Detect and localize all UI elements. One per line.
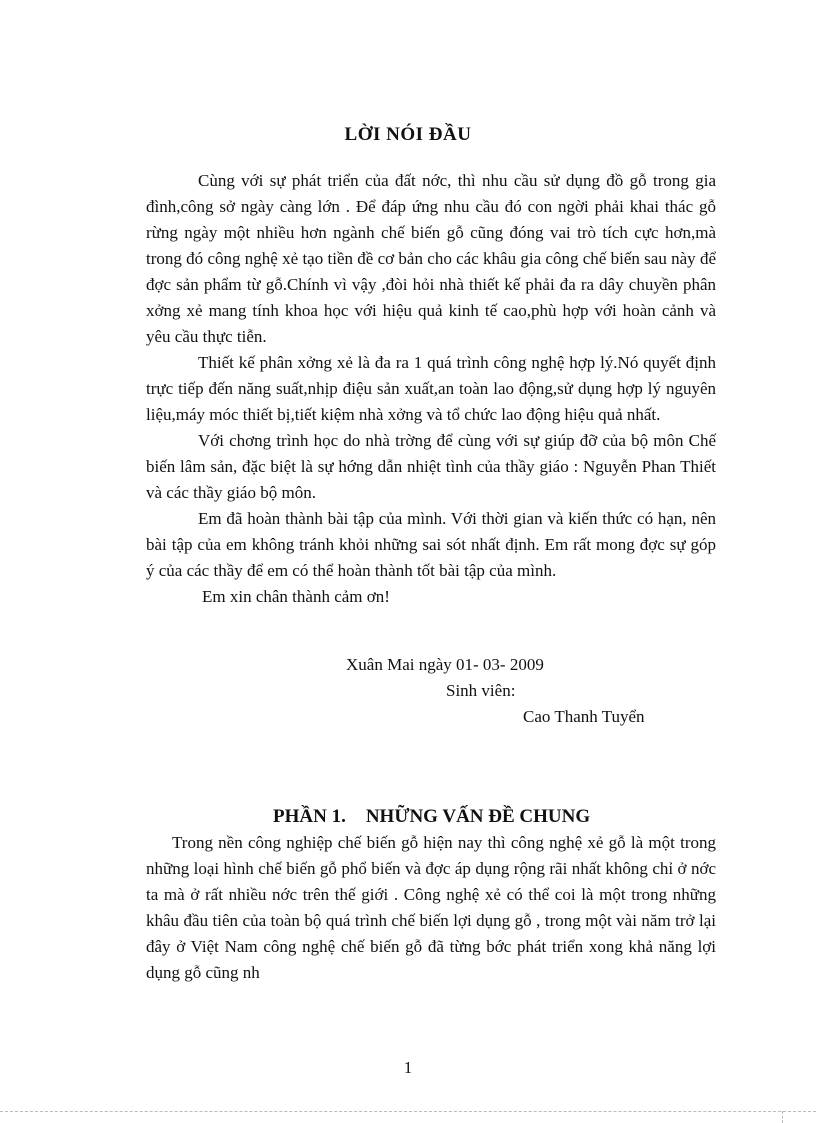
intro-paragraph: Em đã hoàn thành bài tập của mình. Với thời gian và kiến thức có hạn, nên bài tập của em không tránh khỏi những sai sót nhất định. Em rất mong đợc sự góp ý của các thầy để em có thể hoàn thành tốt bài tập của mình. xyxy=(146,509,716,580)
intro-paragraph: Với chơng trình học do nhà trờng để cùng với sự giúp đỡ của bộ môn Chế biến lâm sản, đặc biệt là sự hớng dẫn nhiệt tình của thầy giáo : Nguyễn Phan Thiết và các thầy giáo bộ môn. xyxy=(146,431,716,502)
date-line: Xuân Mai ngày 01- 03- 2009 xyxy=(346,655,544,674)
page-bottom-rule xyxy=(0,1111,816,1112)
intro-paragraph: Thiết kế phân xởng xẻ là đa ra 1 quá trình công nghệ hợp lý.Nó quyết định trực tiếp đến năng suất,nhịp điệu sản xuất,an toàn lao động,sử dụng hợp lý nguyên liệu,máy móc thiết bị,tiết kiệm nhà xởng và tổ chức lao động hiệu quả nhất. xyxy=(146,353,716,424)
intro-paragraph: Cùng với sự phát triển của đất nớc, thì nhu cầu sử dụng đồ gỗ trong gia đình,công sở ngày càng lớn . Để đáp ứng nhu cầu đó con ngời phải khai thác gỗ rừng ngày một nhiều hơn ngành chế biến gỗ cũng đóng vai trò tích cực hơn,mà trong đó công nghệ xẻ tạo tiền đề cơ bản cho các khâu gia công chế biến sau này để đợc sản phẩm từ gỗ.Chính vì vậy ,đòi hỏi nhà thiết kế phải đa ra dây chuyền phân xởng xẻ mang tính khoa học với hiệu quả kinh tế cao,phù hợp với hoàn cảnh và yêu cầu thực tiễn. xyxy=(146,171,716,346)
section-title: NHỮNG VẤN ĐỀ CHUNG xyxy=(365,806,591,827)
page-number: 1 xyxy=(403,1058,413,1077)
section-body xyxy=(146,830,716,986)
document-title: LỜI NÓI ĐẦU xyxy=(344,124,472,145)
student-name: Cao Thanh Tuyển xyxy=(523,707,645,726)
section-paragraph: Trong nền công nghiệp chế biến gỗ hiện nay thì công nghệ xẻ gỗ là một trong những loại hình chế biến gỗ phổ biến và đợc áp dụng rộng rãi nhất không chỉ ở nớc ta mà ở rất nhiều nớc trên thế giới . Công nghệ xẻ có thể coi là một trong những khâu đầu tiên của toàn bộ quá trình chế biến lợi dụng gỗ , trong một vài năm trở lại đây ở Việt Nam công nghệ chế biến gỗ đã từng bớc phát triển xong khả năng lợi dụng gỗ cũng nh xyxy=(146,833,716,982)
intro-section xyxy=(146,168,716,610)
page-corner-mark xyxy=(782,1111,784,1123)
section-heading xyxy=(273,806,590,828)
role-line: Sinh viên: xyxy=(446,681,516,700)
closing-line: Em xin chân thành cảm ơn! xyxy=(202,587,390,606)
section-number: PHẦN 1. xyxy=(273,806,346,827)
